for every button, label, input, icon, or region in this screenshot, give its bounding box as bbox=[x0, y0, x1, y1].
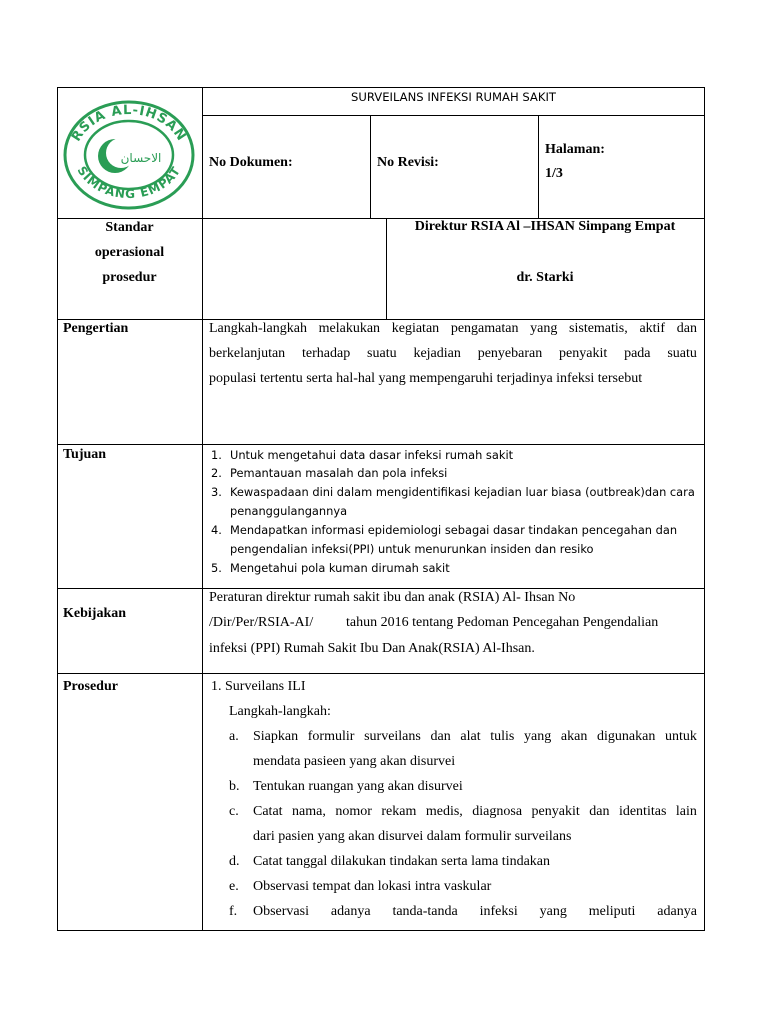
tujuan-item-3: Kewaspadaan dini dalam mengidentifikasi kejadian luar biasa (outbreak)dan cara bbox=[230, 485, 695, 499]
step-b-letter: b. bbox=[229, 779, 240, 794]
word: identitas bbox=[618, 804, 667, 819]
tujuan-item-4: Mendapatkan informasi epidemiologi sebagai dasar tindakan pencegahan dan bbox=[230, 523, 678, 537]
word: pada bbox=[624, 346, 651, 361]
word: sistematis, bbox=[569, 321, 628, 336]
logo-arabic-text: الاحسان bbox=[120, 151, 162, 165]
word: infeksi bbox=[479, 904, 518, 919]
word: Langkah-langkah bbox=[209, 321, 307, 336]
step-f-letter: f. bbox=[229, 904, 238, 919]
step-f-line1 bbox=[253, 904, 697, 920]
word: aktif bbox=[639, 321, 666, 336]
word: suatu bbox=[667, 346, 697, 361]
no-revisi-label: No Revisi: bbox=[377, 155, 439, 170]
svg-text:SIMPANG EMPAT bbox=[75, 164, 184, 201]
word: tanda-tanda bbox=[392, 904, 458, 919]
step-a-letter: a. bbox=[229, 729, 239, 744]
word: Siapkan bbox=[253, 729, 299, 744]
tujuan-item-5: Mengetahui pola kuman dirumah sakit bbox=[230, 561, 450, 575]
doc-title: SURVEILANS INFEKSI RUMAH SAKIT bbox=[351, 90, 556, 104]
word: berkelanjutan bbox=[209, 346, 286, 361]
word: diagnosa bbox=[472, 804, 523, 819]
tujuan-item-3-cont: penanggulangannya bbox=[230, 504, 348, 518]
halaman-label: Halaman: bbox=[545, 142, 605, 157]
word: meliputi bbox=[588, 904, 636, 919]
word: medis, bbox=[425, 804, 463, 819]
word: yang bbox=[524, 729, 552, 744]
tujuan-item-4-num: 4. bbox=[211, 523, 222, 537]
prosedur-label: Prosedur bbox=[63, 679, 118, 694]
word: penyakit bbox=[559, 346, 608, 361]
pengertian-line3: populasi tertentu serta hal-hal yang mempengaruhi terjadinya infeksi tersebut bbox=[209, 371, 643, 386]
word: rekam bbox=[381, 804, 417, 819]
step-a-line1 bbox=[253, 729, 697, 745]
word: akan bbox=[560, 729, 588, 744]
word: formulir bbox=[307, 729, 355, 744]
step-e-letter: e. bbox=[229, 879, 239, 894]
word: surveilans bbox=[364, 729, 421, 744]
pengertian-label: Pengertian bbox=[63, 321, 129, 336]
tujuan-item-2-num: 2. bbox=[211, 466, 222, 480]
word: kejadian bbox=[413, 346, 461, 361]
logo-top-text: RSIA AL-IHSAN bbox=[68, 102, 190, 145]
word: pengamatan bbox=[450, 321, 519, 336]
kebijakan-line1: Peraturan direktur rumah sakit ibu dan anak (RSIA) Al- Ihsan No bbox=[209, 590, 576, 605]
word: yang bbox=[530, 321, 558, 336]
word: alat bbox=[460, 729, 481, 744]
director-name: dr. Starki bbox=[516, 270, 574, 285]
word: adanya bbox=[330, 904, 371, 919]
sop-label-line2: operasional bbox=[94, 245, 165, 260]
word: nomor bbox=[335, 804, 372, 819]
tujuan-item-1-num: 1. bbox=[211, 448, 222, 462]
word: nama, bbox=[292, 804, 326, 819]
logo-bottom-text: SIMPANG EMPAT bbox=[74, 163, 184, 202]
word: suatu bbox=[367, 346, 397, 361]
step-c-line2: dari pasien yang akan disurvei dalam formulir surveilans bbox=[253, 829, 572, 844]
step-b-line1: Tentukan ruangan yang akan disurvei bbox=[253, 779, 463, 794]
word: dan bbox=[676, 321, 697, 336]
pengertian-line1 bbox=[209, 321, 697, 337]
word: penyakit bbox=[531, 804, 580, 819]
kebijakan-line3: infeksi (PPI) Rumah Sakit Ibu Dan Anak(RSIA) Al-Ihsan. bbox=[209, 641, 535, 656]
word: melakukan bbox=[318, 321, 381, 336]
kebijakan-label: Kebijakan bbox=[63, 606, 127, 621]
sop-label-line1: Standar bbox=[105, 220, 154, 235]
sop-label-line3: prosedur bbox=[102, 270, 157, 285]
word: Observasi bbox=[253, 904, 309, 919]
word: untuk bbox=[664, 729, 697, 744]
pengertian-line2 bbox=[209, 346, 697, 362]
tujuan-item-1: Untuk mengetahui data dasar infeksi rumah sakit bbox=[230, 448, 514, 462]
word: Catat bbox=[253, 804, 283, 819]
word: penyebaran bbox=[477, 346, 543, 361]
tujuan-item-2: Pemantauan masalah dan pola infeksi bbox=[230, 466, 448, 480]
step-e-line1: Observasi tempat dan lokasi intra vaskular bbox=[253, 879, 492, 894]
word: terhadap bbox=[302, 346, 351, 361]
prosedur-item-1: 1. Surveilans ILI bbox=[211, 679, 306, 694]
prosedur-steps-heading: Langkah-langkah: bbox=[229, 704, 331, 719]
word: kegiatan bbox=[391, 321, 440, 336]
word: tulis bbox=[490, 729, 515, 744]
kebijakan-line2a: /Dir/Per/RSIA-AI/ bbox=[209, 615, 314, 630]
step-a-line2: mendata pasieen yang akan disurvei bbox=[253, 754, 456, 769]
tujuan-item-4-cont: pengendalian infeksi(PPI) untuk menurunkan insiden dan resiko bbox=[230, 542, 594, 556]
word: yang bbox=[539, 904, 567, 919]
step-d-letter: d. bbox=[229, 854, 240, 869]
tujuan-item-5-num: 5. bbox=[211, 561, 222, 575]
word: dan bbox=[430, 729, 451, 744]
svg-text:RSIA AL-IHSAN bbox=[69, 103, 189, 144]
step-d-line1: Catat tanggal dilakukan tindakan serta lama tindakan bbox=[253, 854, 551, 869]
rsia-al-ihsan-logo bbox=[63, 100, 195, 210]
word: dan bbox=[589, 804, 610, 819]
halaman-value: 1/3 bbox=[545, 166, 563, 181]
word: lain bbox=[675, 804, 697, 819]
tujuan-label: Tujuan bbox=[63, 447, 107, 462]
step-c-letter: c. bbox=[229, 804, 239, 819]
step-c-line1 bbox=[253, 804, 697, 820]
director-title: Direktur RSIA Al –IHSAN Simpang Empat bbox=[414, 219, 676, 234]
word: digunakan bbox=[597, 729, 656, 744]
word: adanya bbox=[657, 904, 697, 919]
tujuan-item-3-num: 3. bbox=[211, 485, 222, 499]
no-dokumen-label: No Dokumen: bbox=[209, 155, 293, 170]
kebijakan-line2b: tahun 2016 tentang Pedoman Pencegahan Pengendalian bbox=[346, 615, 659, 630]
